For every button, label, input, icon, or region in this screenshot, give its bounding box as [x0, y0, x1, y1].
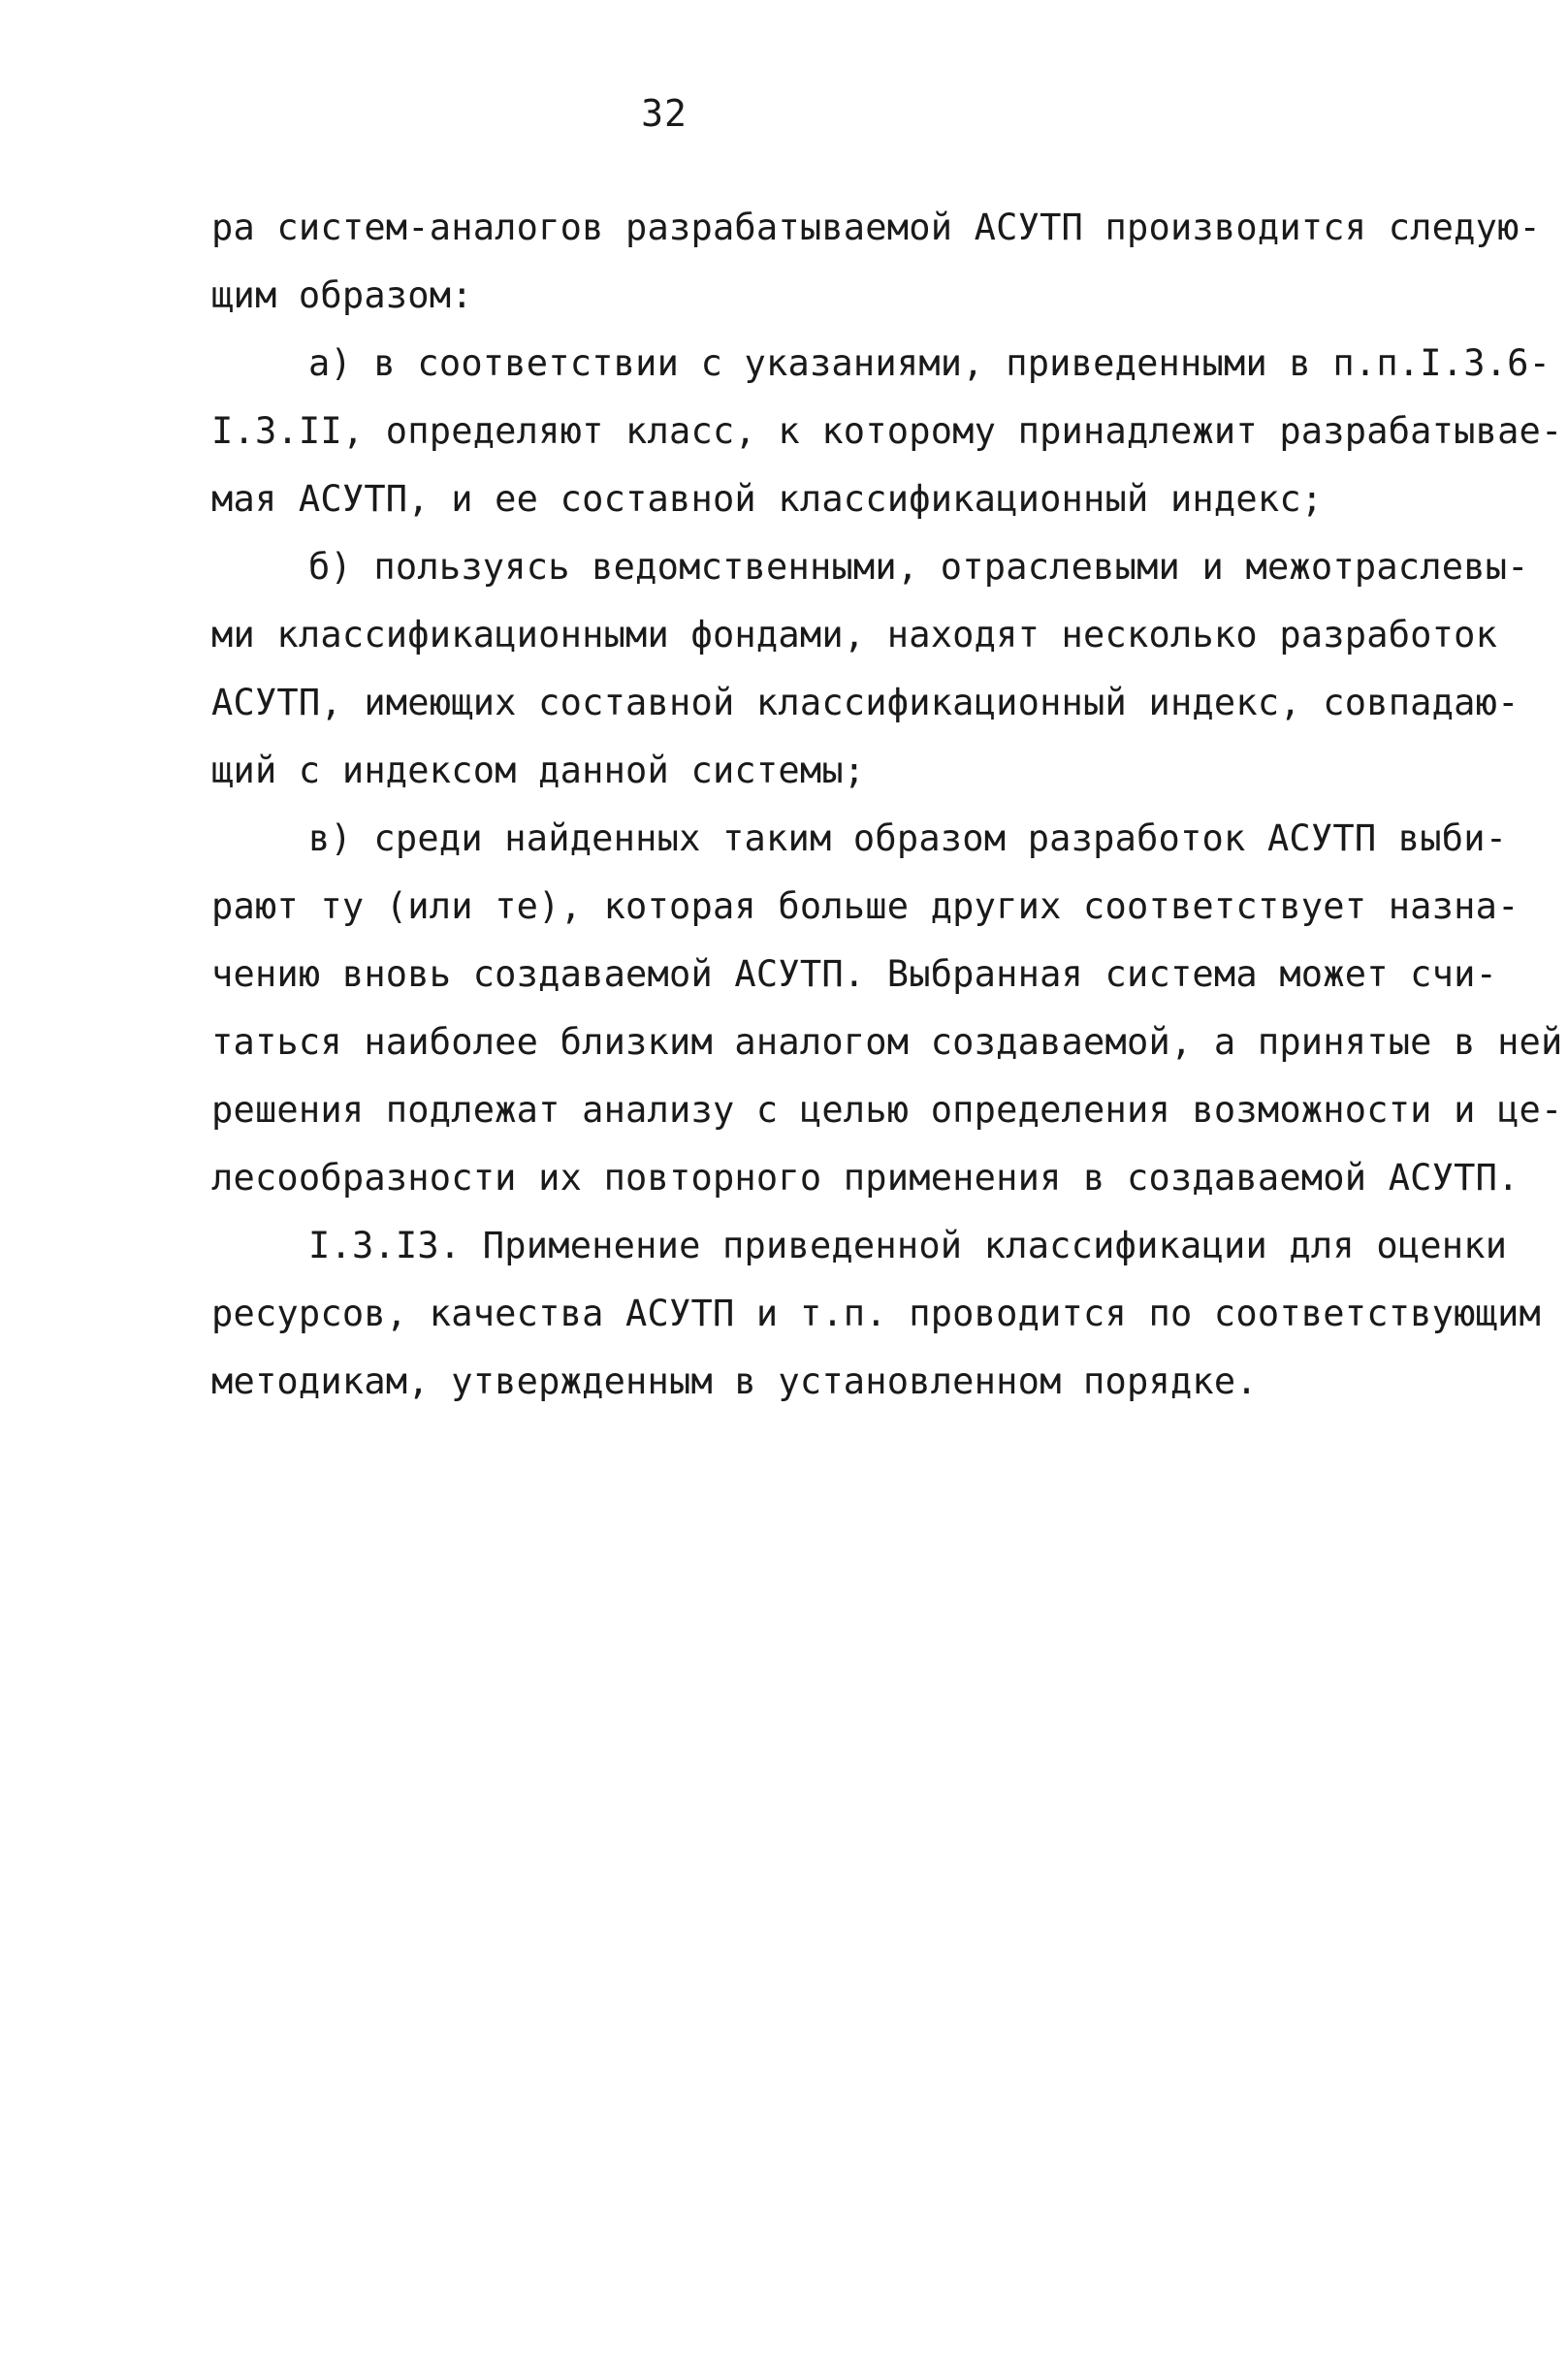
- page-number: 32: [641, 92, 688, 135]
- text-line: мая АСУТП, и ее составной классификационный индекс;: [211, 478, 1324, 520]
- text-line: АСУТП, имеющих составной классификационный индекс, совпадаю-: [211, 682, 1520, 723]
- text-line: I.3.II, определяют класс, к которому принадлежит разрабатывае-: [211, 410, 1563, 452]
- list-item-c-line: в) среди найденных таким образом разработок АСУТП выби-: [308, 817, 1508, 859]
- text-line: таться наиболее близким аналогом создаваемой, а принятые в ней: [211, 1021, 1563, 1063]
- text-line: рают ту (или те), которая больше других соответствует назна-: [211, 885, 1520, 927]
- text-line: методикам, утвержденным в установленном порядке.: [211, 1360, 1258, 1402]
- text-line: ра систем-аналогов разрабатываемой АСУТП производится следую-: [211, 207, 1542, 248]
- list-item-b-line: б) пользуясь ведомственными, отраслевыми и межотраслевы-: [308, 546, 1529, 588]
- section-1-3-13-line: I.3.I3. Применение приведенной классификации для оценки: [308, 1225, 1508, 1266]
- text-line: лесообразности их повторного применения в создаваемой АСУТП.: [211, 1157, 1520, 1199]
- text-line: ресурсов, качества АСУТП и т.п. проводится по соответствующим: [211, 1293, 1542, 1334]
- text-line: решения подлежат анализу с целью определения возможности и це-: [211, 1089, 1563, 1131]
- text-line: щий с индексом данной системы;: [211, 750, 866, 791]
- text-line: щим образом:: [211, 274, 473, 316]
- list-item-a-line: а) в соответствии с указаниями, приведенными в п.п.I.3.6-: [308, 342, 1552, 384]
- text-line: ми классификационными фондами, находят несколько разработок: [211, 614, 1498, 656]
- text-line: чению вновь создаваемой АСУТП. Выбранная система может счи-: [211, 953, 1498, 995]
